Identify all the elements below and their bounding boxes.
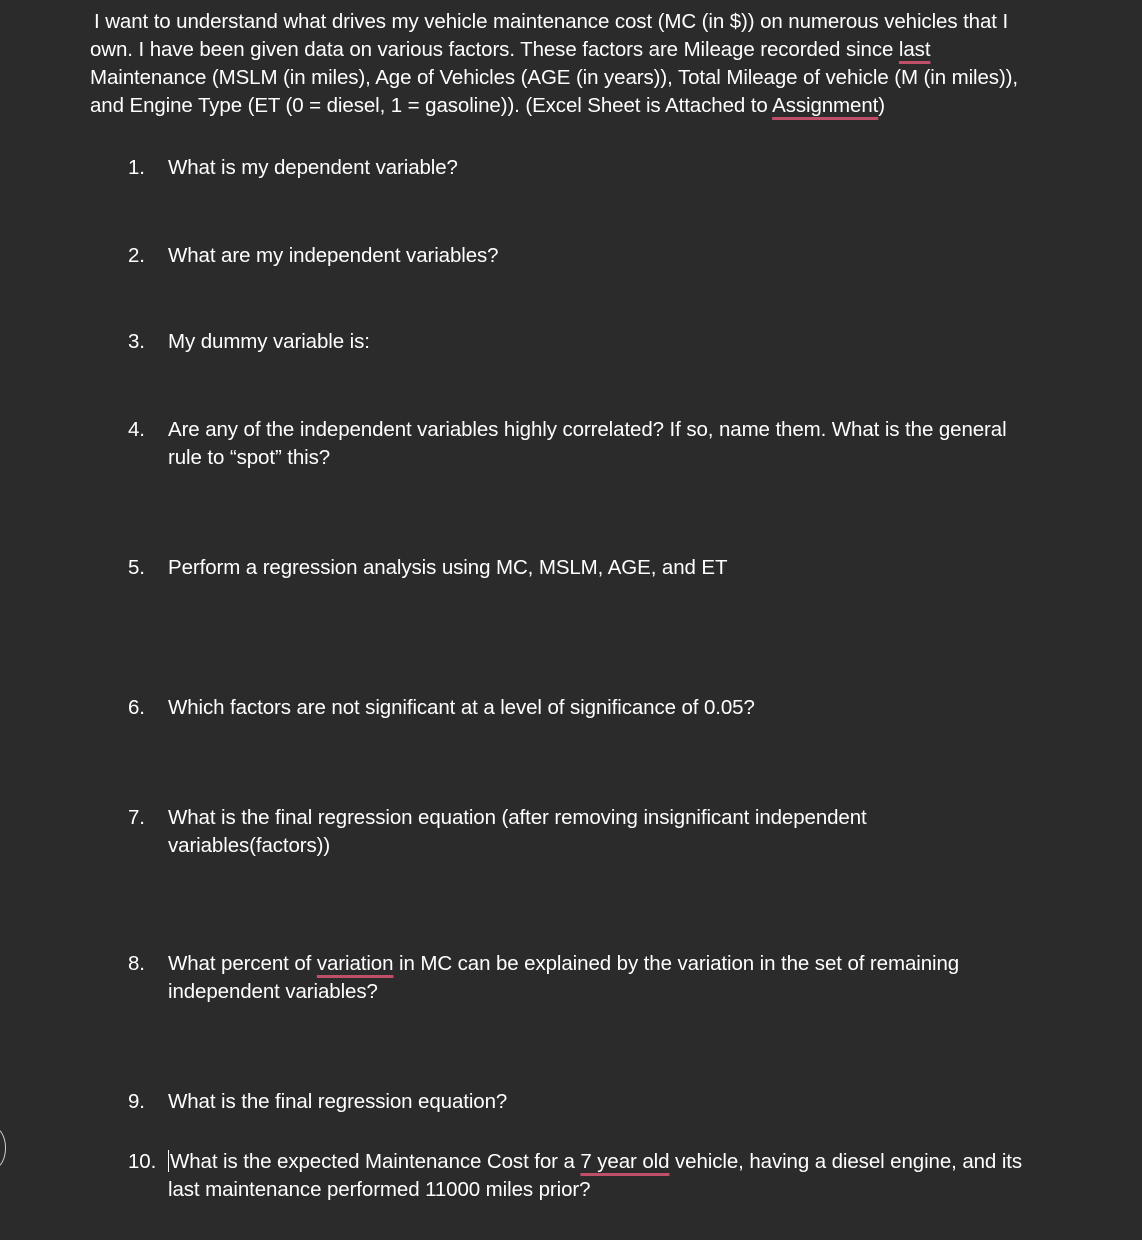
question-2-text <box>168 242 1108 270</box>
question-1-text <box>168 154 1108 182</box>
intro-line-2-text: own. I have been given data on various factors. These factors are Mileage recorded since <box>90 38 899 61</box>
question-7-number: 7. <box>128 806 145 829</box>
intro-line-3: Maintenance (MSLM (in miles), Age of Vehicles (AGE (in years)), Total Mileage of vehicle (M (in miles)), <box>90 66 1018 89</box>
question-5-line-1: Perform a regression analysis using MC, MSLM, AGE, and ET <box>168 556 728 579</box>
question-1-line-1: What is my dependent variable? <box>168 156 458 179</box>
question-5-number: 5. <box>128 556 145 579</box>
question-8-underlined-variation: variation <box>316 952 394 975</box>
question-10-line-2: last maintenance performed 11000 miles prior? <box>168 1178 591 1201</box>
text-cursor <box>168 1150 169 1172</box>
question-6-number: 6. <box>128 696 145 719</box>
question-6-text <box>168 694 1108 722</box>
question-4-line-1: Are any of the independent variables highly correlated? If so, name them. What is the general <box>168 418 1007 441</box>
question-8-line-2: independent variables? <box>168 980 378 1003</box>
question-7-line-1: What is the final regression equation (after removing insignificant independent <box>168 806 867 829</box>
intro-line-1: I want to understand what drives my vehicle maintenance cost (MC (in $)) on numerous vehicles that I <box>94 10 1009 33</box>
question-10-text[interactable] <box>168 1148 1108 1204</box>
question-2-line-1: What are my independent variables? <box>168 244 499 267</box>
question-10-line-1-after: vehicle, having a diesel engine, and its <box>669 1150 1023 1173</box>
question-8-number: 8. <box>128 952 145 975</box>
question-10-underlined-7-year-old: 7 year old <box>580 1150 670 1173</box>
question-8-line-1 <box>168 950 1108 978</box>
intro-line-2 <box>90 36 1100 64</box>
question-7-text <box>168 804 1108 860</box>
question-8-text <box>168 950 1108 1006</box>
question-9-line-1: What is the final regression equation? <box>168 1090 508 1113</box>
intro-underlined-assignment: Assignment <box>772 94 879 117</box>
question-8-line-1-before: What percent of <box>168 952 317 975</box>
question-1-number: 1. <box>128 156 145 179</box>
question-6-line-1: Which factors are not significant at a level of significance of 0.05? <box>168 696 755 719</box>
intro-paragraph <box>90 8 1100 120</box>
intro-line-4 <box>90 92 1100 120</box>
intro-closing-paren: ) <box>878 94 885 117</box>
question-3-line-1: My dummy variable is: <box>168 330 370 353</box>
question-10-line-1-before: What is the expected Maintenance Cost for a <box>170 1150 581 1173</box>
question-4-number: 4. <box>128 418 145 441</box>
left-edge-handle <box>0 1128 6 1168</box>
question-10-line-1 <box>168 1148 1108 1176</box>
question-9-number: 9. <box>128 1090 145 1113</box>
question-2-number: 2. <box>128 244 145 267</box>
question-3-text <box>168 328 1108 356</box>
intro-line-4-text: and Engine Type (ET (0 = diesel, 1 = gasoline)). (Excel Sheet is Attached to <box>90 94 773 117</box>
question-5-text <box>168 554 1108 582</box>
intro-underlined-last: last <box>898 38 931 61</box>
question-10-number: 10. <box>128 1150 157 1173</box>
question-4-text <box>168 416 1108 472</box>
question-8-line-1-after: in MC can be explained by the variation in the set of remaining <box>393 952 960 975</box>
question-3-number: 3. <box>128 330 145 353</box>
question-9-text <box>168 1088 1108 1116</box>
question-7-line-2: variables(factors)) <box>168 834 331 857</box>
question-4-line-2: rule to “spot” this? <box>168 446 331 469</box>
